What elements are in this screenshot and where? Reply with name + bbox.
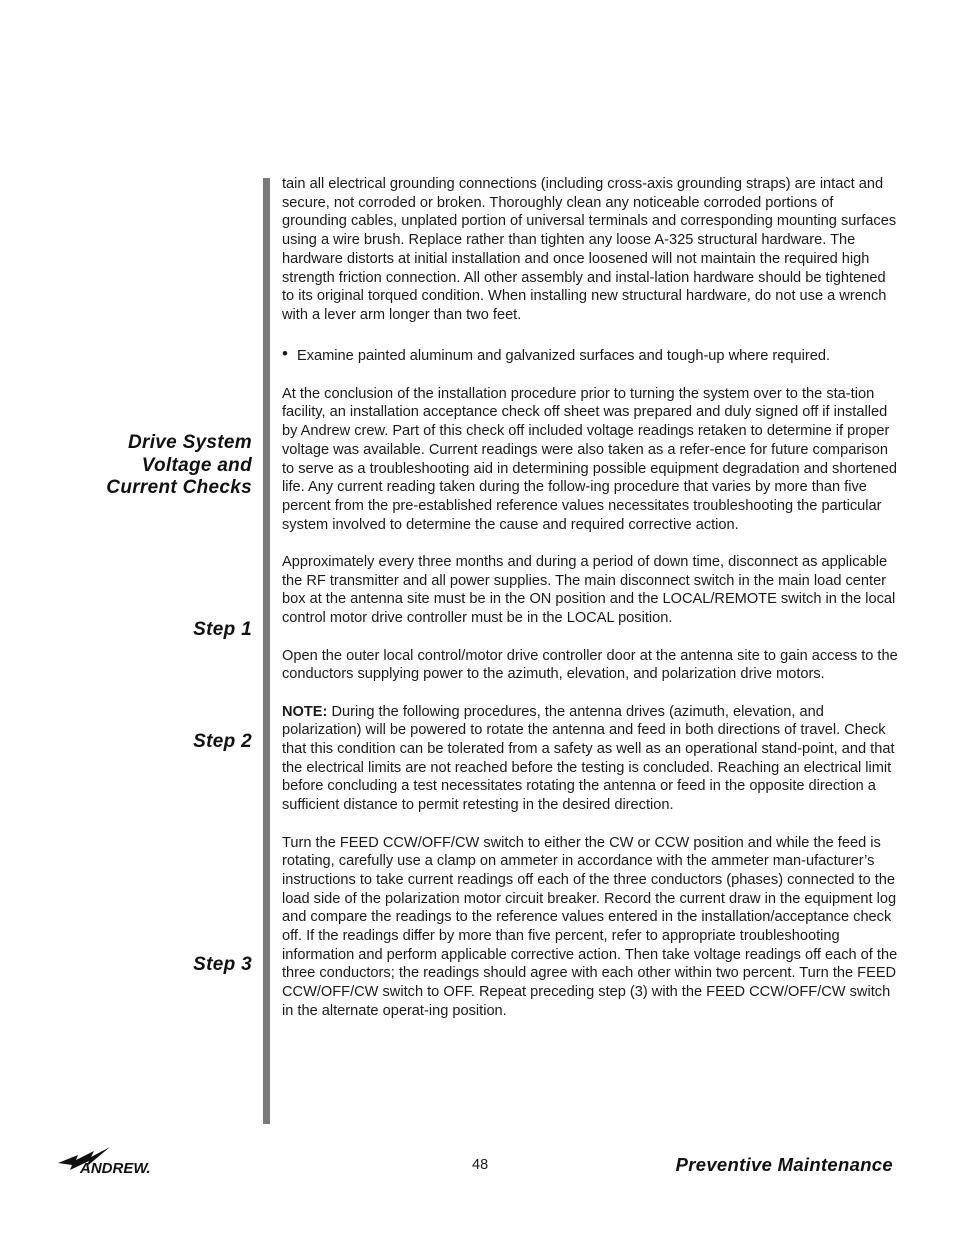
- bullet-text: Examine painted aluminum and galvanized surfaces and tough-up where required.: [297, 348, 830, 365]
- paragraph-conclusion: At the conclusion of the installation procedure prior to turning the system over to the sta-tion facility, an installation acceptance check off sheet was prepared and duly signed off if installed by Andrew crew. Part of this check off included voltage readings retaken to determine if proper voltage was available. Current readings were also taken as a refer-ence for future comparison to serve as a troubleshooting aid in determining possible equipment degradation and shortened life. Any current reading taken during the follow-ing procedure that varies by more than five percent from the pre-established reference values necessitates troubleshooting the particular system involved to determine the cause and required corrective action.: [282, 385, 897, 533]
- heading-step-3: Step 3: [193, 954, 252, 975]
- heading-step-2: Step 2: [193, 731, 252, 752]
- heading-line: Voltage and: [141, 454, 252, 476]
- heading-line: Drive System: [127, 432, 252, 453]
- andrew-logo: [56, 1141, 174, 1177]
- note-paragraph: [282, 703, 900, 815]
- paragraph-step-1: Approximately every three months and during a period of down time, disconnect as applicable the RF transmitter and all power supplies. The main disconnect switch in the main load center box at the antenna site must be in the ON position and the LOCAL/REMOTE switch in the local control motor drive controller must be in the LOCAL position.: [282, 554, 896, 627]
- heading-step-1: Step 1: [193, 619, 252, 640]
- heading-line: Current Checks: [106, 477, 252, 498]
- body-text: [282, 175, 900, 1021]
- page-number: 48: [472, 1157, 489, 1173]
- heading-drive-system: [106, 432, 252, 500]
- logo-text: ANDREW.: [80, 1160, 151, 1177]
- paragraph-grounding: tain all electrical grounding connections (including cross-axis grounding straps) are intact and secure, not corroded or broken. Thoroughly clean any noticeable corroded portions of grounding cables, unplated portion of universal terminals and corresponding mounting surfaces using a wire brush. Replace rather than tighten any loose A-325 structural hardware. The hardware distorts at initial installation and once loosened will not maintain the required high strength friction connection. All other assembly and instal-lation hardware should be tightened to its original torqued condition. When installing new structural hardware, do not use a wrench with a lever arm longer than two feet.: [282, 176, 897, 323]
- bullet-icon: •: [282, 344, 288, 364]
- note-text: During the following procedures, the antenna drives (azimuth, elevation, and polarization) will be powered to rotate the antenna and feed in both directions of travel. Check that this condition can be tolerated from a safety as well as an operational stand-point, and that the electrical limits are not reached before the testing is concluded. Reaching an electrical limit before concluding a test necessitates rotating the antenna or feed in the opposite direction a sufficient distance to permit retesting in the desired direction.: [282, 703, 895, 814]
- margin-rule: [263, 178, 270, 1124]
- paragraph-step-3: Turn the FEED CCW/OFF/CW switch to either the CW or CCW position and while the feed is rotating, carefully use a clamp on ammeter in accordance with the ammeter man-ufacturer’s instructions to take current readings off each of the three conductors (phases) connected to the load side of the polarization motor circuit breaker. Record the current draw in the equipment log and compare the readings to the reference values entered in the installation/acceptance check off. If the readings differ by more than five percent, refer to appropriate troubleshooting information and perform applicable corrective action. Then take voltage readings off each of the three conductors; the readings should agree with each other within two percent. Turn the FEED CCW/OFF/CW switch to OFF. Repeat preceding step (3) with the FEED CCW/OFF/CW switch in the alternate operat-ing position.: [282, 834, 898, 1019]
- paragraph-step-2: Open the outer local control/motor drive controller door at the antenna site to gain access to the conductors supplying power to the azimuth, elevation, and polarization drive motors.: [282, 647, 898, 683]
- bullet-item: [282, 344, 900, 366]
- note-label: NOTE:: [282, 703, 328, 720]
- footer-section-title: Preventive Maintenance: [675, 1154, 893, 1175]
